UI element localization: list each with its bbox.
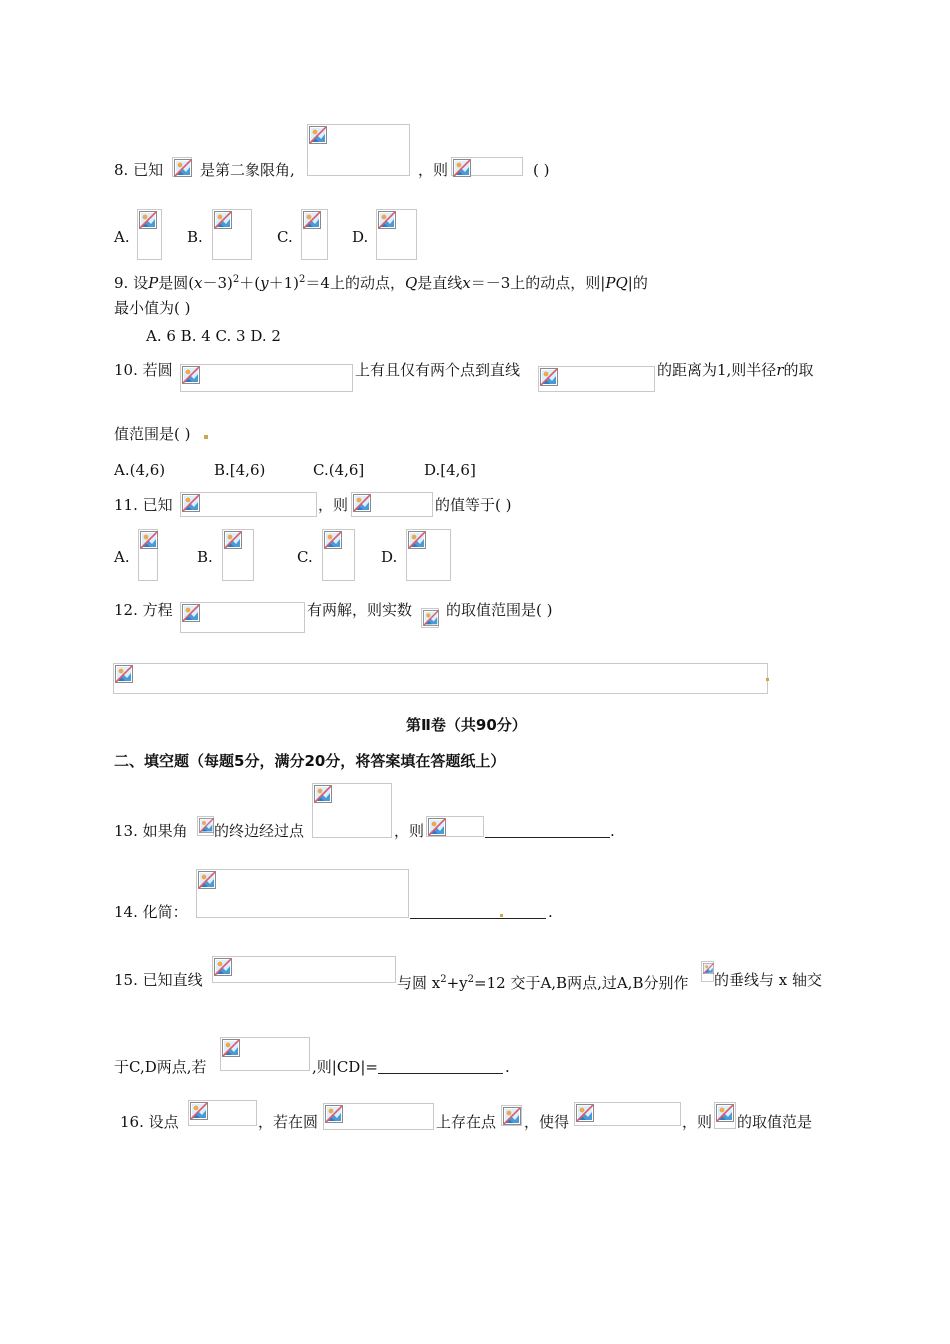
broken-image-icon bbox=[224, 531, 242, 549]
q15-line2: ,则|CD|= bbox=[312, 1058, 378, 1076]
q10-option-c: C.(4,6] bbox=[313, 461, 365, 479]
section-title: 第Ⅱ卷（共90分） bbox=[406, 716, 527, 734]
period: . bbox=[505, 1058, 510, 1076]
broken-image-icon bbox=[182, 494, 200, 512]
formula-image bbox=[406, 529, 451, 581]
broken-image-icon bbox=[190, 1102, 208, 1120]
formula-image bbox=[212, 209, 252, 260]
stray-mark bbox=[766, 678, 769, 681]
q10-option-b: B.[4,6) bbox=[214, 461, 266, 479]
formula-image bbox=[501, 1105, 522, 1126]
formula-image bbox=[421, 608, 439, 628]
formula-image bbox=[301, 209, 328, 260]
formula-image bbox=[197, 816, 214, 836]
options-image bbox=[113, 663, 768, 694]
broken-image-icon bbox=[174, 159, 192, 177]
option-d: D. bbox=[381, 548, 398, 566]
q13-text: 的终边经过点 bbox=[214, 822, 305, 840]
answer-blank bbox=[378, 1073, 503, 1074]
q13-number: 13. 如果角 bbox=[114, 822, 188, 840]
q8-text: 是第二象限角, bbox=[200, 161, 295, 179]
broken-image-icon bbox=[703, 963, 714, 974]
broken-image-icon bbox=[503, 1107, 521, 1125]
formula-image bbox=[196, 869, 409, 918]
q10-text: 的距离为1,则半径r的取 bbox=[657, 361, 814, 379]
formula-image bbox=[701, 961, 714, 982]
option-d: D. bbox=[352, 228, 369, 246]
broken-image-icon bbox=[115, 665, 133, 683]
broken-image-icon bbox=[214, 958, 232, 976]
q10-line2: 值范围是( ) bbox=[114, 425, 191, 443]
q9-line2: 最小值为( ) bbox=[114, 299, 191, 317]
formula-image bbox=[137, 209, 162, 260]
formula-image bbox=[323, 1103, 434, 1130]
formula-image bbox=[180, 364, 353, 392]
q8-number: 8. 已知 bbox=[114, 161, 164, 179]
answer-paren: ( ) bbox=[533, 161, 550, 179]
q14-number: 14. 化简： bbox=[114, 903, 188, 921]
q15-number: 15. 已知直线 bbox=[114, 971, 203, 989]
question-8 bbox=[114, 161, 163, 179]
broken-image-icon bbox=[428, 818, 446, 836]
q10-number: 10. 若圆 bbox=[114, 361, 173, 379]
q11-number: 11. 已知 bbox=[114, 496, 173, 514]
q15-line2: 于C,D两点,若 bbox=[114, 1058, 207, 1076]
broken-image-icon bbox=[324, 531, 342, 549]
q10-text: 上有且仅有两个点到直线 bbox=[355, 361, 521, 379]
option-c: C. bbox=[297, 548, 313, 566]
broken-image-icon bbox=[353, 494, 371, 512]
formula-image bbox=[312, 783, 392, 838]
formula-image bbox=[714, 1102, 736, 1129]
q15-text: 的垂线与 x 轴交 bbox=[714, 971, 822, 989]
broken-image-icon bbox=[540, 368, 558, 386]
q10-option-a: A.(4,6) bbox=[114, 461, 166, 479]
broken-image-icon bbox=[408, 531, 426, 549]
answer-blank bbox=[485, 837, 610, 838]
formula-image bbox=[138, 529, 158, 581]
q16-text: 的取值范是 bbox=[737, 1113, 813, 1131]
formula-image bbox=[376, 209, 417, 260]
formula-image bbox=[538, 366, 655, 392]
answer-blank bbox=[410, 918, 546, 919]
option-b: B. bbox=[187, 228, 203, 246]
q11-text: ，则 bbox=[318, 496, 349, 514]
broken-image-icon bbox=[182, 366, 200, 384]
broken-image-icon bbox=[182, 604, 200, 622]
formula-image bbox=[351, 492, 433, 517]
formula-image bbox=[172, 157, 192, 177]
q16-text: ，若在圆 bbox=[258, 1113, 319, 1131]
broken-image-icon bbox=[716, 1104, 734, 1122]
formula-image bbox=[307, 124, 410, 176]
q15-text: 与圆 $x^2+y^2=12$ 交于A,B两点,过A,B分别作 bbox=[397, 974, 689, 992]
q12-number: 12. 方程 bbox=[114, 601, 173, 619]
broken-image-icon bbox=[378, 211, 396, 229]
stray-mark bbox=[500, 914, 503, 917]
section-subtitle: 二、填空题（每题5分，满分20分，将答案填在答题纸上） bbox=[114, 752, 506, 770]
formula-image bbox=[180, 492, 317, 517]
option-b: B. bbox=[197, 548, 213, 566]
question-9: 9. 设P是圆$(x-3)^2+(y+1)^2=4$上的动点，Q是直线x＝－3上的动点，则|PQ|的 bbox=[114, 274, 648, 292]
broken-image-icon bbox=[139, 211, 157, 229]
broken-image-icon bbox=[303, 211, 321, 229]
q8-text: ，则 bbox=[418, 161, 449, 179]
broken-image-icon bbox=[214, 211, 232, 229]
q16-text: 上存在点 bbox=[436, 1113, 497, 1131]
broken-image-icon bbox=[309, 126, 327, 144]
broken-image-icon bbox=[140, 531, 158, 549]
q12-text: 的取值范围是( ) bbox=[446, 601, 553, 619]
broken-image-icon bbox=[423, 610, 439, 626]
broken-image-icon bbox=[314, 785, 332, 803]
q16-number: 16. 设点 bbox=[120, 1113, 179, 1131]
q12-text: 有两解，则实数 bbox=[307, 601, 413, 619]
formula-image bbox=[212, 956, 396, 983]
formula-image bbox=[426, 816, 484, 837]
period: . bbox=[610, 822, 615, 840]
broken-image-icon bbox=[198, 871, 216, 889]
q16-text: ，使得 bbox=[524, 1113, 570, 1131]
option-c: C. bbox=[277, 228, 293, 246]
formula-image bbox=[188, 1100, 257, 1126]
formula-image bbox=[451, 157, 523, 176]
formula-image bbox=[180, 602, 305, 633]
stray-mark bbox=[204, 435, 208, 439]
broken-image-icon bbox=[453, 159, 471, 177]
option-a: A. bbox=[114, 548, 130, 566]
broken-image-icon bbox=[576, 1104, 594, 1122]
q9-options: A. 6 B. 4 C. 3 D. 2 bbox=[146, 327, 281, 345]
formula-image bbox=[222, 529, 254, 581]
option-a: A. bbox=[114, 228, 130, 246]
q13-text: ，则 bbox=[394, 822, 425, 840]
broken-image-icon bbox=[199, 818, 214, 833]
q11-text: 的值等于( ) bbox=[435, 496, 512, 514]
formula-image bbox=[220, 1037, 310, 1071]
broken-image-icon bbox=[325, 1105, 343, 1123]
formula-image bbox=[574, 1102, 681, 1126]
broken-image-icon bbox=[222, 1039, 240, 1057]
q16-text: ，则 bbox=[682, 1113, 713, 1131]
period: . bbox=[548, 903, 553, 921]
formula-image bbox=[322, 529, 355, 581]
q10-option-d: D.[4,6] bbox=[424, 461, 476, 479]
